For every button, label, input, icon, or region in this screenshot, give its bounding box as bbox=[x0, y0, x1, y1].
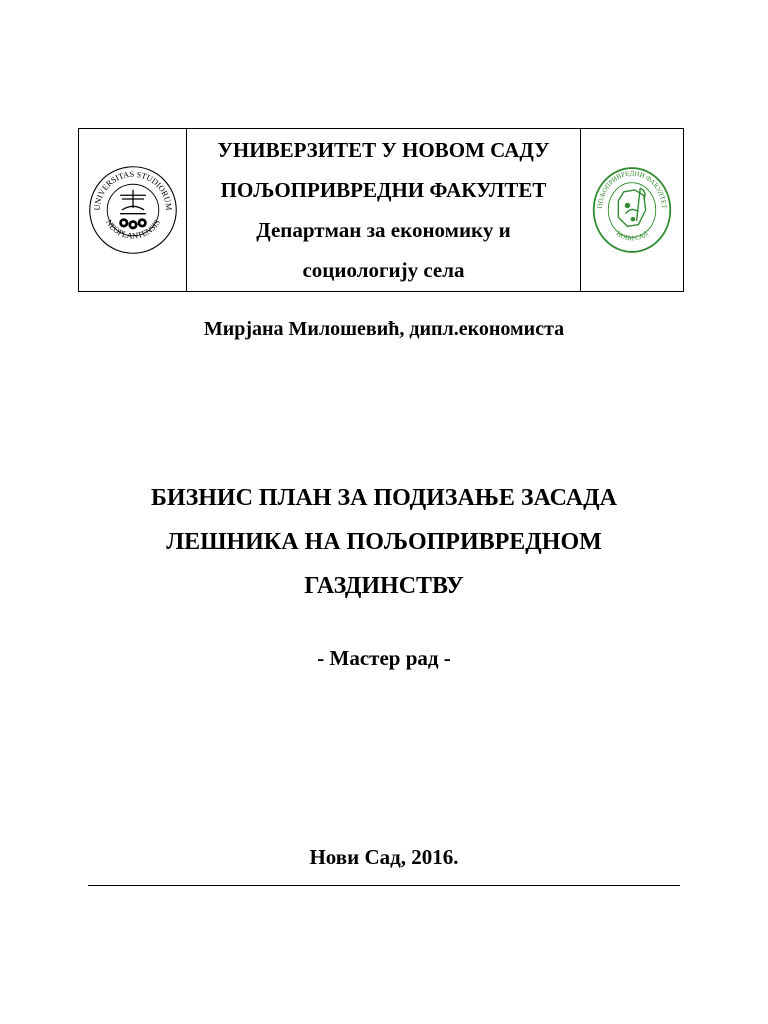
left-logo-cell bbox=[79, 129, 187, 291]
svg-text:UNIVERSITAS STUDIORUM: UNIVERSITAS STUDIORUM bbox=[92, 169, 173, 211]
header-table bbox=[78, 128, 684, 292]
thesis-title-line-1: БИЗНИС ПЛАН ЗА ПОДИЗАЊЕ ЗАСАДА bbox=[151, 485, 617, 511]
place-date: Нови Сад, 2016. bbox=[309, 845, 459, 869]
university-seal-logo bbox=[87, 164, 179, 256]
header-text bbox=[187, 129, 580, 291]
faculty-seal-logo bbox=[591, 164, 673, 256]
department-line-1: Департман за економику и bbox=[256, 218, 511, 242]
thesis-type: - Мастер рад - bbox=[317, 646, 451, 670]
thesis-title bbox=[0, 476, 768, 608]
university-name: УНИВЕРЗИТЕТ У НОВОМ САДУ bbox=[217, 138, 550, 162]
svg-text:NEOPLANTENSIS: NEOPLANTENSIS bbox=[103, 218, 162, 241]
department-line-2: социологију села bbox=[302, 258, 465, 282]
svg-text:НОВИ САД: НОВИ САД bbox=[614, 230, 650, 243]
thesis-title-line-3: ГАЗДИНСТВУ bbox=[304, 573, 464, 599]
thesis-title-line-2: ЛЕШНИКА НА ПОЉОПРИВРЕДНОМ bbox=[166, 529, 602, 555]
faculty-name: ПОЉОПРИВРЕДНИ ФАКУЛТЕТ bbox=[220, 178, 547, 202]
bottom-rule bbox=[88, 885, 680, 886]
svg-text:ПОЉОПРИВРЕДНИ ФАКУЛТЕТ: ПОЉОПРИВРЕДНИ ФАКУЛТЕТ bbox=[596, 170, 668, 209]
author-name: Мирјана Милошевић, дипл.економиста bbox=[203, 318, 565, 340]
right-logo-cell bbox=[580, 129, 683, 291]
